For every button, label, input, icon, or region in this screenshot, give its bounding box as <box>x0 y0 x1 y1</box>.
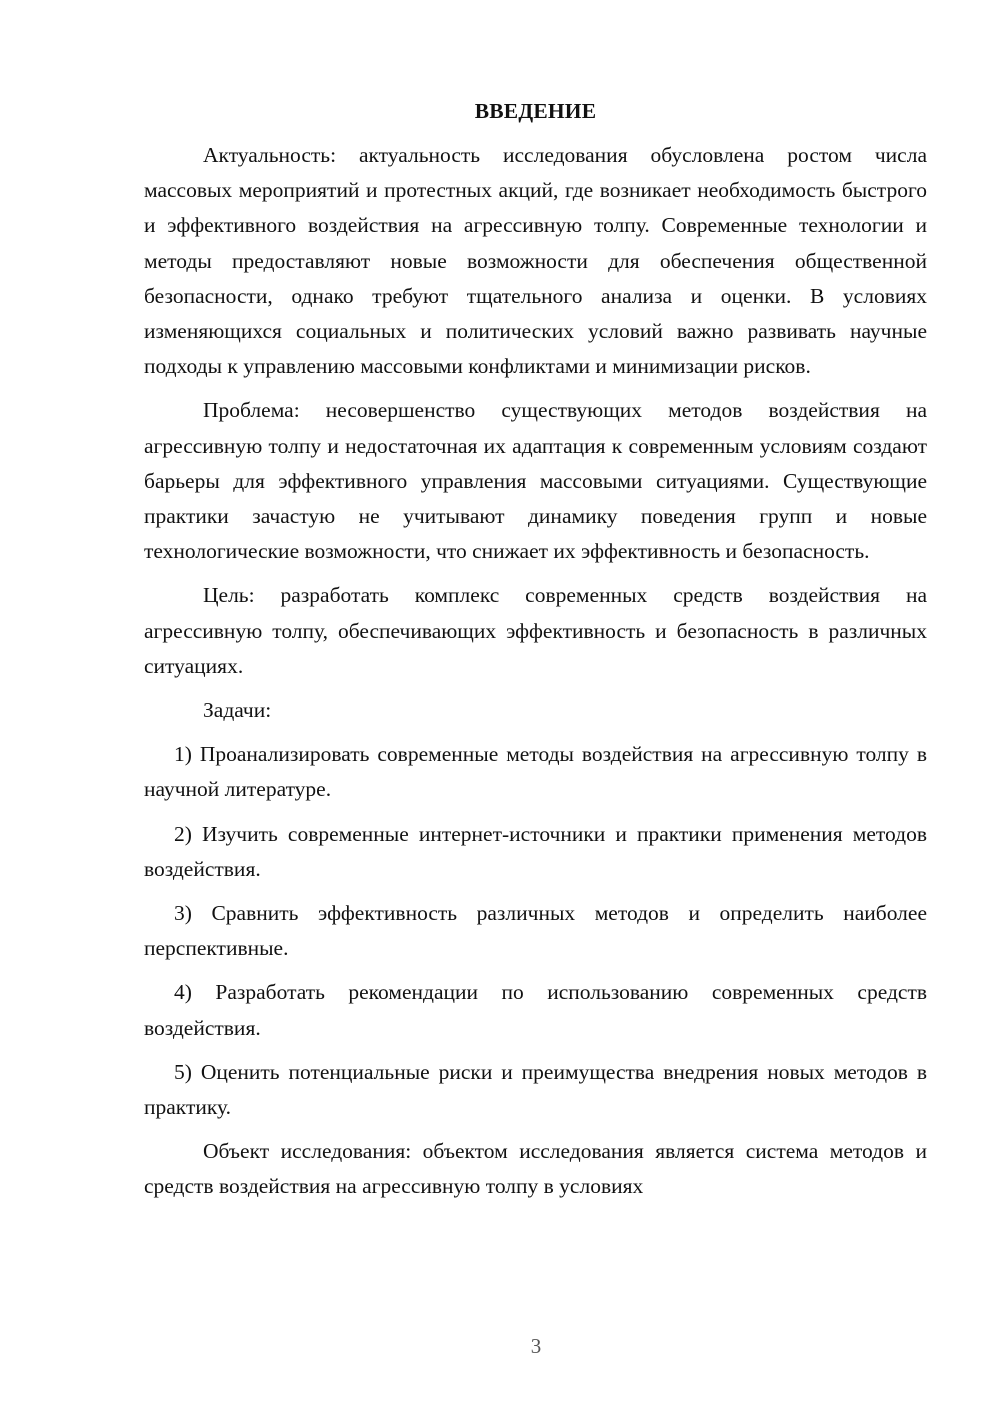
task-item: 1) Проанализировать современные методы воздействия на агрессивную толпу в научной литературе. <box>144 742 927 802</box>
task-item: 4) Разработать рекомендации по использованию современных средств воздействия. <box>144 980 927 1040</box>
relevance-paragraph: Актуальность: актуальность исследования обусловлена ростом числа массовых мероприятий и протестных акций, где возникает необходимость быстрого и эффективного воздействия на агрессивную толпу. Современные технологии и методы предоставляют новые возможности для обеспечения общественной безопасности, однако требуют тщательного анализа и оценки. В условиях изменяющихся социальных и политических условий важно развивать научные подходы к управлению массовыми конфликтами и минимизации рисков. <box>144 143 927 379</box>
tasks-heading: Задачи: <box>203 698 272 723</box>
goal-paragraph: Цель: разработать комплекс современных средств воздействия на агрессивную толпу, обеспечивающих эффективность и безопасность в различных ситуациях. <box>144 583 927 678</box>
object-paragraph: Объект исследования: объектом исследования является система методов и средств воздействия на агрессивную толпу в условиях <box>144 1139 927 1199</box>
page-content <box>144 96 927 1214</box>
section-title: ВВЕДЕНИЕ <box>474 99 597 123</box>
problem-paragraph: Проблема: несовершенство существующих методов воздействия на агрессивную толпу и недостаточная их адаптация к современным условиям создают барьеры для эффективного управления массовыми ситуациями. Существующие практики зачастую не учитывают динамику поведения групп и новые технологические возможности, что снижает их эффективность и безопасность. <box>144 398 927 564</box>
task-item: 2) Изучить современные интернет-источники и практики применения методов воздействия. <box>144 821 927 881</box>
task-item: 3) Сравнить эффективность различных методов и определить наиболее перспективные. <box>144 901 927 961</box>
task-item: 5) Оценить потенциальные риски и преимущества внедрения новых методов в практику. <box>144 1059 927 1120</box>
page-number: 3 <box>530 1334 542 1358</box>
